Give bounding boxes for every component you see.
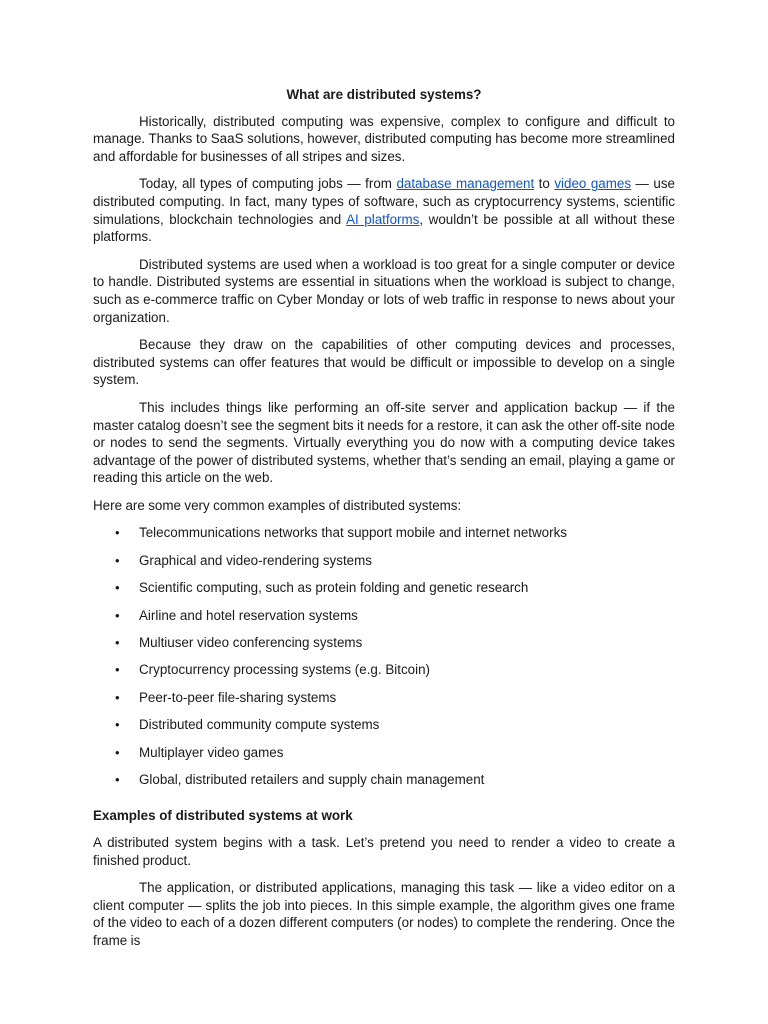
list-item: [93, 689, 675, 716]
paragraph-text: , wouldn’t be possible at all without these platforms.: [93, 211, 675, 245]
ai-platforms-link[interactable]: AI platforms: [346, 211, 420, 227]
examples-list: [93, 524, 675, 798]
paragraph-task: A distributed system begins with a task. Let’s pretend you need to render a video to create a finished product.: [93, 834, 675, 868]
bullet-icon: •: [115, 662, 120, 678]
list-item: [93, 661, 675, 688]
paragraph-text: — use distributed computing. In fact, many types of software, such as cryptocurrency systems, scientific simulations, blockchain technologies and: [93, 176, 675, 227]
paragraph-capabilities: Because they draw on the capabilities of other computing devices and processes, distributed systems can offer features that would be difficult or impossible to develop on a single system.: [93, 337, 675, 388]
bullet-icon: •: [115, 607, 120, 623]
list-intro: Here are some very common examples of distributed systems:: [93, 497, 462, 513]
list-item-text: Peer-to-peer file-sharing systems: [139, 689, 337, 705]
bullet-icon: •: [115, 689, 120, 705]
list-item: [93, 579, 675, 606]
database-management-link[interactable]: database management: [396, 176, 535, 192]
paragraph-backup: This includes things like performing an off-site server and application backup — if the master catalog doesn’t see the segment bits it needs for a restore, it can ask the other off-site node or nodes to send the segments. Virtually everything you do now with a computing device takes advantage of the power of distributed systems, whether that’s sending an email, playing a game or reading this article on the web.: [93, 399, 675, 486]
video-games-link[interactable]: video games: [554, 176, 632, 192]
list-item-text: Distributed community compute systems: [139, 717, 380, 733]
bullet-icon: •: [115, 635, 120, 651]
list-item-text: Multiuser video conferencing systems: [139, 635, 363, 651]
bullet-icon: •: [115, 580, 120, 596]
list-item-text: Scientific computing, such as protein folding and genetic research: [139, 580, 529, 596]
bullet-icon: •: [115, 525, 120, 541]
list-item-text: Telecommunications networks that support mobile and internet networks: [139, 525, 567, 541]
paragraph-application: The application, or distributed applications, managing this task — like a video editor on a client computer — splits the job into pieces. In this simple example, the algorithm gives one frame of the video to each of a dozen different computers (or nodes) to complete the rendering. Once the frame is: [93, 880, 675, 948]
document-title: What are distributed systems?: [286, 87, 482, 102]
list-item: [93, 552, 675, 579]
bullet-icon: •: [115, 771, 120, 787]
paragraph-computing-jobs: [93, 175, 675, 245]
list-item-text: Multiplayer video games: [139, 744, 284, 760]
list-item-text: Global, distributed retailers and supply chain management: [139, 771, 485, 787]
list-item: [93, 634, 675, 661]
list-item: [93, 744, 675, 771]
list-item-text: Graphical and video-rendering systems: [139, 552, 372, 568]
paragraph-text: Today, all types of computing jobs — from: [139, 176, 397, 192]
list-item: [93, 771, 675, 798]
list-item: [93, 607, 675, 634]
paragraph-workload: Distributed systems are used when a workload is too great for a single computer or device to handle. Distributed systems are essential in situations when the workload is subject to change, such as e-commerce traffic on Cyber Monday or lots of web traffic in response to news about your organization.: [93, 256, 675, 325]
bullet-icon: •: [115, 744, 120, 760]
list-item-text: Airline and hotel reservation systems: [139, 607, 358, 623]
paragraph-history: Historically, distributed computing was expensive, complex to configure and difficult to manage. Thanks to SaaS solutions, however, distributed computing has become more streamlined and affordable for businesses of all stripes and sizes.: [93, 113, 675, 164]
bullet-icon: •: [115, 717, 120, 733]
list-item-text: Cryptocurrency processing systems (e.g. Bitcoin): [139, 662, 430, 678]
list-item: [93, 524, 675, 551]
list-item: [93, 716, 675, 743]
section-heading: Examples of distributed systems at work: [93, 808, 353, 824]
paragraph-text: to: [534, 176, 555, 192]
bullet-icon: •: [115, 552, 120, 568]
